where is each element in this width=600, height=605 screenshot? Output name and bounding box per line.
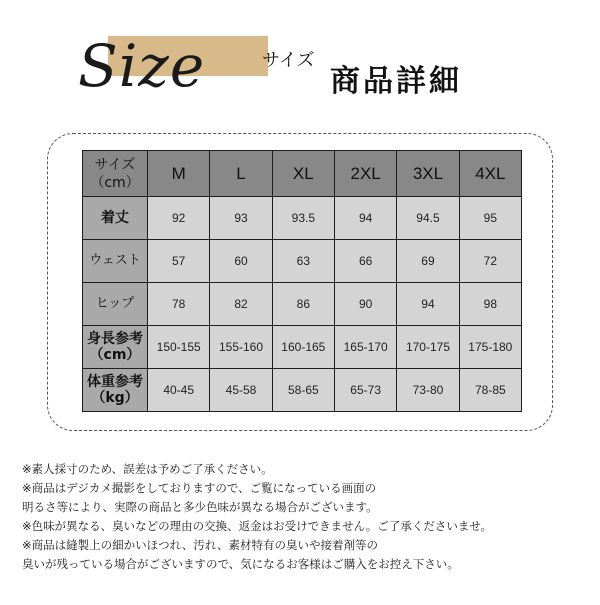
table-row — [83, 369, 522, 412]
table-cell: 73-80 — [397, 369, 459, 412]
size-header: M — [148, 151, 210, 197]
size-script-title: Size — [78, 32, 206, 100]
table-cell: 66 — [334, 240, 396, 283]
table-cell: 58-65 — [272, 369, 334, 412]
table-row — [83, 283, 522, 326]
corner-header — [83, 151, 148, 197]
table-cell: 57 — [148, 240, 210, 283]
table-cell: 40-45 — [148, 369, 210, 412]
table-cell: 165-170 — [334, 326, 396, 369]
note-line: 臭いが残っている場合がございますので、気になるお客様はご購入をお控え下さい。 — [22, 557, 459, 571]
row-label — [83, 369, 148, 412]
note-line: ※商品はデジカメ撮影をしておりますので、ご覧になっている画面の — [22, 481, 377, 495]
row-label-unit: （cm） — [89, 347, 141, 363]
row-label-text: ヒップ — [95, 296, 135, 311]
note-line: 明るさ等により、実際の商品と多少色味が異なる場合がございます。 — [22, 500, 378, 514]
size-header: 3XL — [397, 151, 459, 197]
size-header: 4XL — [459, 151, 521, 197]
table-cell: 175-180 — [459, 326, 521, 369]
table-cell: 78 — [148, 283, 210, 326]
table-cell: 63 — [272, 240, 334, 283]
row-label — [83, 283, 148, 326]
table-cell: 65-73 — [334, 369, 396, 412]
size-header: XL — [272, 151, 334, 197]
row-label — [83, 240, 148, 283]
table-cell: 72 — [459, 240, 521, 283]
table-cell: 95 — [459, 197, 521, 240]
table-header-row — [83, 151, 522, 197]
table-row — [83, 197, 522, 240]
row-label-text: ウェスト — [89, 253, 141, 268]
table-row — [83, 326, 522, 369]
note-line: ※素人採寸のため、誤差は予めご了承ください。 — [22, 462, 273, 476]
row-label-text: 体重参考 — [87, 374, 143, 390]
note-line: ※色味が異なる、臭いなどの理由の交換、返金はお受けできません。ご了承くださいませ。 — [22, 519, 492, 533]
row-label-unit: （kg） — [91, 390, 139, 406]
table-cell: 92 — [148, 197, 210, 240]
size-header: L — [210, 151, 272, 197]
table-cell: 45-58 — [210, 369, 272, 412]
table-cell: 160-165 — [272, 326, 334, 369]
row-label — [83, 326, 148, 369]
row-label-text: 身長参考 — [87, 331, 143, 347]
table-cell: 94.5 — [397, 197, 459, 240]
header — [0, 0, 600, 120]
table-cell: 93.5 — [272, 197, 334, 240]
table-cell: 93 — [210, 197, 272, 240]
size-kana-label: サイズ — [262, 50, 315, 71]
row-label — [83, 197, 148, 240]
notes-section — [22, 460, 592, 574]
size-table — [82, 150, 522, 412]
table-cell: 170-175 — [397, 326, 459, 369]
table-cell: 69 — [397, 240, 459, 283]
table-cell: 94 — [334, 197, 396, 240]
table-cell: 94 — [397, 283, 459, 326]
table-cell: 86 — [272, 283, 334, 326]
page-title: 商品詳細 — [330, 64, 462, 99]
table-cell: 98 — [459, 283, 521, 326]
table-cell: 60 — [210, 240, 272, 283]
table-row — [83, 240, 522, 283]
table-cell: 150-155 — [148, 326, 210, 369]
table-cell: 90 — [334, 283, 396, 326]
corner-header-line1: サイズ — [94, 156, 136, 173]
table-cell: 78-85 — [459, 369, 521, 412]
note-line: ※商品は縫製上の細かいほつれ、汚れ、素材特有の臭いや接着剤等の — [22, 538, 379, 552]
size-header: 2XL — [334, 151, 396, 197]
corner-header-line2: （cm） — [90, 174, 140, 191]
row-label-text: 着丈 — [101, 210, 129, 226]
table-cell: 155-160 — [210, 326, 272, 369]
table-cell: 82 — [210, 283, 272, 326]
